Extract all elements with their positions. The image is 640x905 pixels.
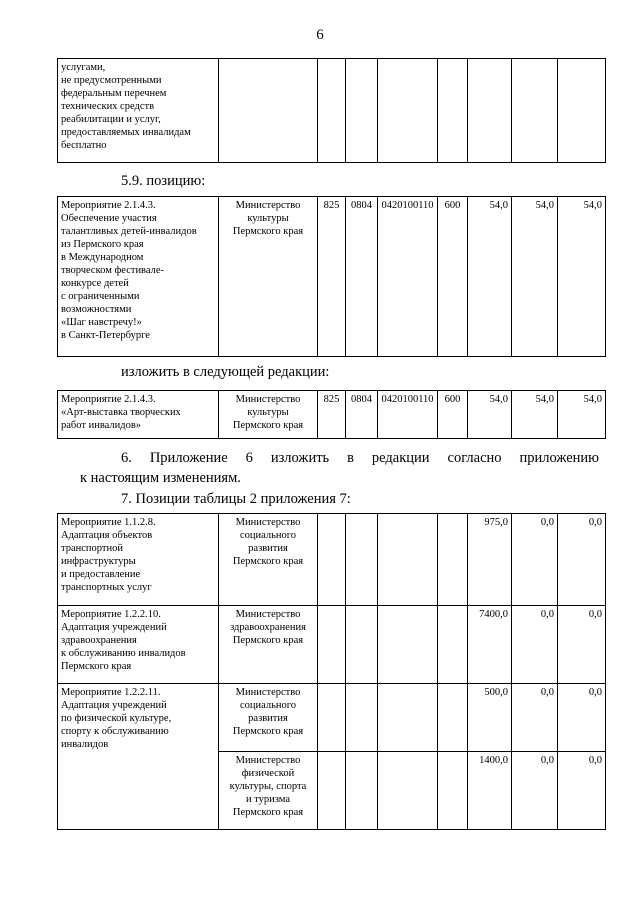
cell-value-3: 0,0 [558,684,606,752]
cell-value-3: 0,0 [558,514,606,606]
cell-ministry: Министерство здравоохранения Пермского края [219,606,318,684]
cell-empty [378,684,438,752]
cell-empty [318,59,346,163]
cell-empty [438,606,468,684]
cell-ministry: Министерство физической культуры, спорта и туризма Пермского края [219,752,318,830]
cell-empty [346,514,378,606]
table-row [58,197,606,357]
cell-ministry: Министерство социального развития Пермского края [219,684,318,752]
cell-value-2: 0,0 [512,606,558,684]
cell-section: 0804 [346,391,378,439]
cell-value-1: 975,0 [468,514,512,606]
table-appendix-7 [57,513,606,830]
cell-empty [438,59,468,163]
heading-new-edition: изложить в следующей редакции: [121,364,330,380]
cell-empty [378,752,438,830]
cell-empty [346,606,378,684]
heading-5-9: 5.9. позицию: [121,173,206,189]
cell-empty [318,752,346,830]
cell-event: Мероприятие 2.1.4.3. «Арт-выставка творческих работ инвалидов» [58,391,219,439]
cell-value-1: 7400,0 [468,606,512,684]
cell-empty [318,684,346,752]
cell-empty [346,59,378,163]
table-row [58,59,606,163]
cell-value-2: 0,0 [512,752,558,830]
cell-value-3: 54,0 [558,197,606,357]
cell-grbs: 825 [318,391,346,439]
cell-event: Мероприятие 1.1.2.8. Адаптация объектов транспортной инфраструктуры и предоставление транспортных услуг [58,514,219,606]
cell-empty [558,59,606,163]
cell-value-2: 0,0 [512,514,558,606]
cell-empty [346,684,378,752]
cell-empty [438,752,468,830]
cell-grbs: 825 [318,197,346,357]
cell-ministry: Министерство культуры Пермского края [219,197,318,357]
cell-value-3: 0,0 [558,752,606,830]
cell-event: услугами, не предусмотренными федеральным перечнем технических средств реабилитации и услуг, предоставляемых инвалидам бесплатно [58,59,219,163]
table-row [58,391,606,439]
cell-empty [346,752,378,830]
table-row [58,514,606,606]
table-new-position [57,390,606,439]
cell-target-article: 0420100110 [378,197,438,357]
cell-empty [438,684,468,752]
cell-empty [378,606,438,684]
cell-value-2: 0,0 [512,684,558,752]
cell-event: Мероприятие 2.1.4.3. Обеспечение участия талантливых детей-инвалидов из Пермского края в Международном творческом фестивале- конкурсе детей с ограниченными возможностями «Шаг навстречу!» в Санкт-Петербурге [58,197,219,357]
cell-empty [438,514,468,606]
cell-empty [219,59,318,163]
cell-event: Мероприятие 1.2.2.11. Адаптация учреждений по физической культуре, спорту к обслуживанию инвалидов [58,684,219,830]
table-old-position [57,196,606,357]
cell-empty [318,606,346,684]
cell-expense-type: 600 [438,391,468,439]
cell-empty [512,59,558,163]
table-row [58,606,606,684]
cell-value-2: 54,0 [512,197,558,357]
cell-empty [468,59,512,163]
cell-empty [378,59,438,163]
cell-event: Мероприятие 1.2.2.10. Адаптация учреждений здравоохранения к обслуживанию инвалидов Пермского края [58,606,219,684]
cell-empty [378,514,438,606]
cell-value-1: 54,0 [468,391,512,439]
paragraph-6-line-2: к настоящим изменениям. [80,470,241,486]
cell-value-1: 54,0 [468,197,512,357]
cell-ministry: Министерство культуры Пермского края [219,391,318,439]
cell-value-3: 0,0 [558,606,606,684]
cell-section: 0804 [346,197,378,357]
table-row [58,684,606,752]
cell-value-1: 500,0 [468,684,512,752]
cell-target-article: 0420100110 [378,391,438,439]
cell-ministry: Министерство социального развития Пермского края [219,514,318,606]
cell-expense-type: 600 [438,197,468,357]
table-continuation [57,58,606,163]
cell-value-2: 54,0 [512,391,558,439]
cell-value-3: 54,0 [558,391,606,439]
cell-empty [318,514,346,606]
paragraph-7: 7. Позиции таблицы 2 приложения 7: [121,491,351,507]
paragraph-6-line-1: 6. Приложение 6 изложить в редакции согласно приложению [121,450,599,466]
page-number: 6 [316,27,324,43]
cell-value-1: 1400,0 [468,752,512,830]
